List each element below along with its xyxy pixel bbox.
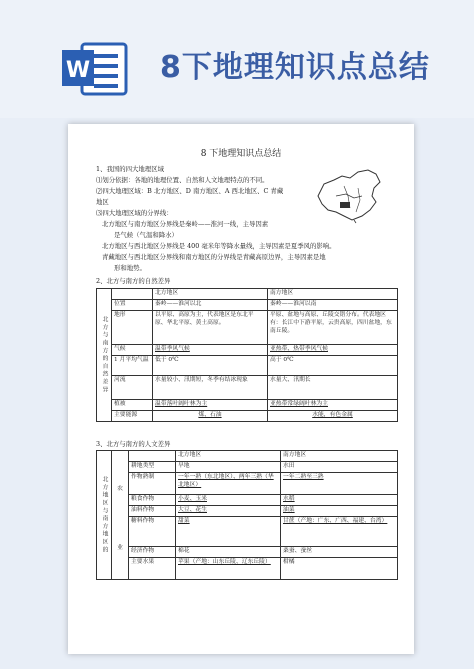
doc-line: ⑵四大地理区域：B 北方地区、D 南方地区、A 西北地区、C 青藏 (96, 187, 284, 195)
table2-cell: 甘蔗（产地：广东、广西、福建、台湾） (281, 517, 398, 547)
table2-cell: 甜菜 (176, 517, 281, 547)
table1-cell: 水量大、汛期长 (268, 376, 398, 400)
doc-line: 是气候（气温和降水） (114, 231, 178, 239)
table1-header: 北方地区 (153, 289, 268, 300)
table2-cell: 大豆、花生 (176, 506, 281, 517)
table1-cell: 秦岭——淮河以北 (153, 300, 268, 311)
table1-side-label: 北方与南方的自然差异 (97, 289, 112, 422)
table2-cell: 糖料作物 (129, 517, 176, 547)
human-diff-table (96, 450, 398, 580)
doc-title: 8 下地理知识点总结 (200, 149, 282, 159)
document-page (68, 124, 414, 654)
table2-cell: 经济作物 (129, 547, 176, 558)
table1-cell: 亚热带、热带季风气候 (268, 345, 398, 356)
table1-cell: 主要能源 (112, 411, 153, 422)
table2-header (112, 451, 129, 462)
table2-cell: 棉花 (176, 547, 281, 558)
table1-cell: 高于 0℃ (268, 356, 398, 376)
word-doc-icon (60, 40, 128, 96)
table2-side-label: 北方地区与南方地区的 (97, 451, 112, 580)
doc-line: 2、北方与南方的自然差异 (96, 277, 171, 285)
table2-cell: 油料作物 (129, 506, 176, 517)
table2-cell: 旱地 (176, 462, 281, 473)
table2-cell: 粮食作物 (129, 495, 176, 506)
doc-line: 北方地区与南方地区分界线是秦岭——淮河一线，主导因素 (102, 220, 269, 228)
table2-cell: 桑蚕、蚕丝 (281, 547, 398, 558)
table2-cell: 小麦、玉米 (176, 495, 281, 506)
table2-cell: 水稻 (281, 495, 398, 506)
table1-cell: 地形 (112, 311, 153, 345)
table1-cell: 水能，有色金属 (268, 411, 398, 422)
table2-cell: 苹果（产地：山东丘陵、辽东丘陵） (176, 558, 281, 580)
table2-cell: 水田 (281, 462, 398, 473)
table2-header: 南方地区 (281, 451, 398, 462)
table2-group-label: 农 (112, 462, 129, 517)
table1-cell: 温带落叶阔叶林为主 (153, 400, 268, 411)
table2-cell: 油菜 (281, 506, 398, 517)
table2-cell: 柑橘 (281, 558, 398, 580)
doc-line: 形和地势。 (114, 264, 146, 272)
doc-line: 地区 (96, 198, 109, 206)
table1-header: 南方地区 (268, 289, 398, 300)
doc-line: ⑶四大地理区域的分界线： (96, 209, 173, 217)
table1-cell: 气候 (112, 345, 153, 356)
table1-cell: 平原、盆地与高原、丘陵交错分布。代表地区有：长江中下游平原，云贵高原，四川盆地，东南丘陵。 (268, 311, 398, 345)
table1-cell: 秦岭——淮河以南 (268, 300, 398, 311)
table1-cell: 水量较小、汛期短，冬季有结冰现象 (153, 376, 268, 400)
table2-cell: 一年一熟（东北地区）、两年三熟（华北地区） (176, 473, 281, 495)
table2-cell: 耕地类型 (129, 462, 176, 473)
table1-cell: 低于 0℃ (153, 356, 268, 376)
china-map-icon (314, 166, 386, 224)
table2-cell: 作物熟制 (129, 473, 176, 495)
table1-cell: 以平原、高原为主，代表地区是东北平原、华北平原、黄土高原。 (153, 311, 268, 345)
section-heading: 3、北方与南方的人文差异 (96, 440, 171, 448)
table1-cell: 位置 (112, 300, 153, 311)
table2-header: 北方地区 (176, 451, 281, 462)
doc-line: 北方地区与西北地区分界线是 400 毫米年等降水量线，主导因素是夏季风的影响。 (102, 242, 336, 250)
banner-title: 8下地理知识点总结 (160, 50, 430, 85)
table2-cell: 一年二熟至三熟 (281, 473, 398, 495)
table1-cell: 亚热带常绿阔叶林为主 (268, 400, 398, 411)
table1-cell: 煤、石油 (153, 411, 268, 422)
doc-line: 1、我国的四大地理区域 (96, 165, 164, 173)
table2-cell: 主要水果 (129, 558, 176, 580)
doc-line: 青藏地区与西北地区分界线和南方地区的分界线是青藏高原边界，主导因素是地 (102, 253, 326, 261)
nature-diff-table (96, 288, 398, 422)
table1-cell: 温带季风气候 (153, 345, 268, 356)
table2-header (129, 451, 176, 462)
table1-cell: 植被 (112, 400, 153, 411)
banner (0, 0, 474, 118)
table1-header (112, 289, 153, 300)
table2-group-label: 业 (112, 517, 129, 580)
svg-text:W: W (65, 58, 91, 83)
table1-cell: 1 月平均气温 (112, 356, 153, 376)
doc-line: ⑴划分依据：各地的地理位置、自然和人文地理特点的不同。 (96, 176, 269, 184)
table1-cell: 河流 (112, 376, 153, 400)
